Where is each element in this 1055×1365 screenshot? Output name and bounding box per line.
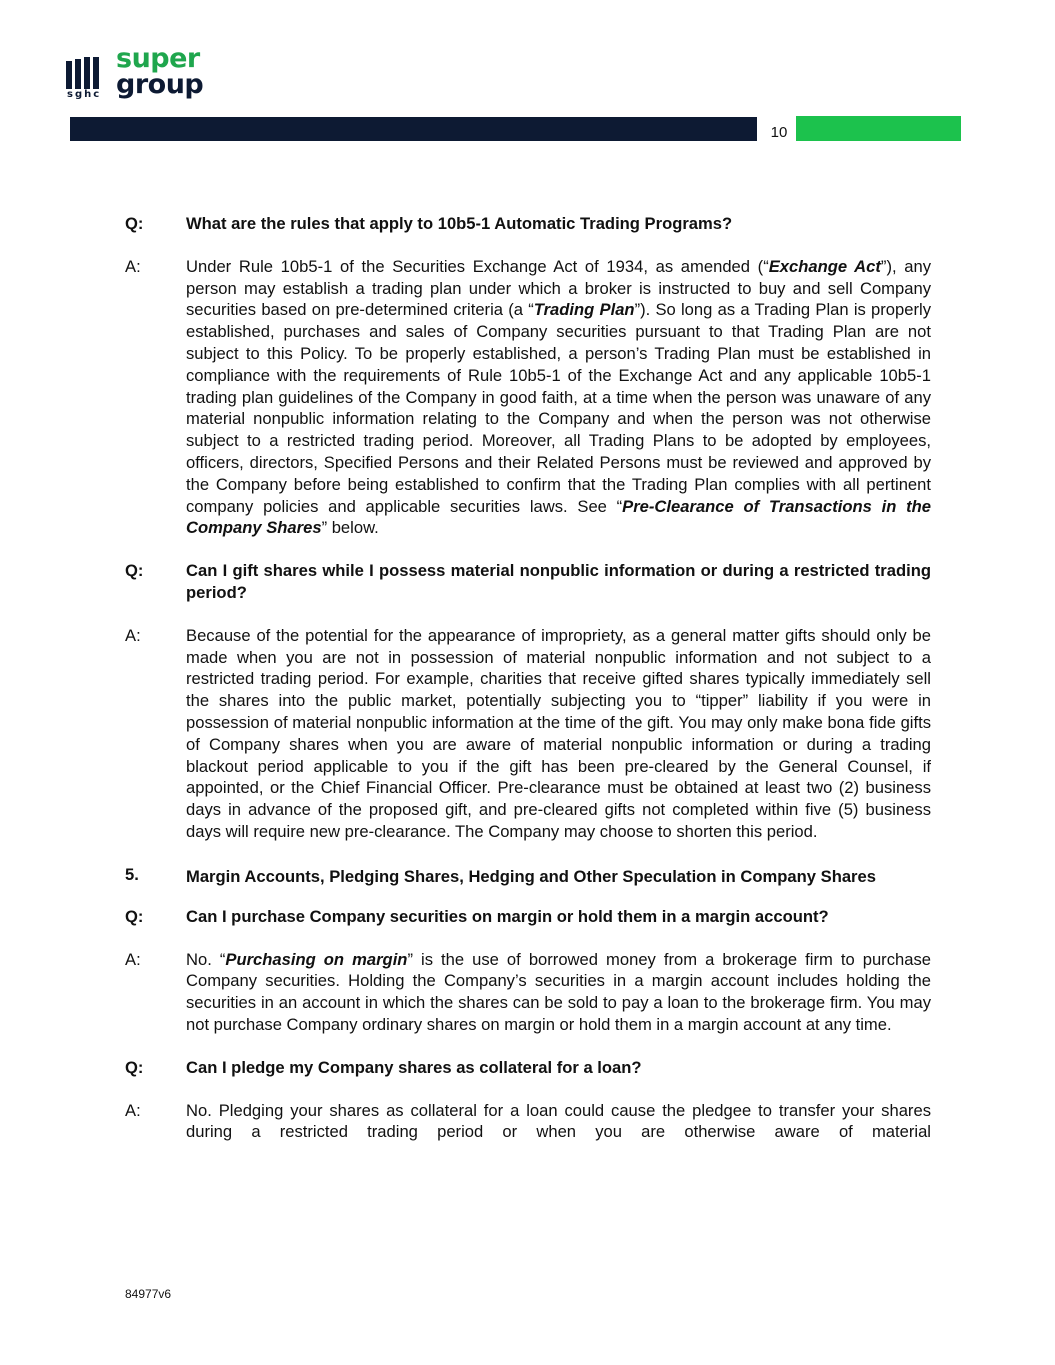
answer-pledge — [125, 1100, 931, 1144]
answer-gift-shares — [125, 625, 931, 843]
logo-word-super: super — [116, 43, 200, 74]
answer-text: No. “Purchasing on margin” is the use of borrowed money from a brokerage firm to purchase Company securities. Holding the Company’s securities in a margin account includes holding the securities in an account in which the shares can be sold to pay a loan to the brokerage firm. You may not purchase Company ordinary shares on margin or hold them in a margin account at any time. — [186, 949, 931, 1034]
question-10b5-1 — [125, 213, 931, 235]
logo-word-group: group — [116, 69, 204, 100]
answer-label: A: — [125, 625, 141, 645]
question-text: What are the rules that apply to 10b5-1 Automatic Trading Programs? — [186, 214, 733, 233]
answer-text: Under Rule 10b5-1 of the Securities Exchange Act of 1934, as amended (“Exchange Act”), any person may establish a trading plan under which a broker is instructed to buy and sell Company securities based on pre-determined criteria (a “Trading Plan”). So long as a Trading Plan is properly established, purchases and sales of Company securities pursuant to that Trading Plan are not subject to this Policy. To be properly established, a person’s Trading Plan must be established in compliance with the requirements of Rule 10b5-1 of the Exchange Act and any applicable 10b5-1 trading plan guidelines of the Company in good faith, at a time when the person was unaware of any material nonpublic information relating to the Company and when the person was not otherwise subject to a restricted trading period. Moreover, all Trading Plans to be adopted by employees, officers, directors, Specified Persons and their Related Persons must be reviewed and approved by the Company before being established to confirm that the Trading Plan complies with all pertinent company policies and applicable securities laws. See “Pre-Clearance of Transactions in the Company Shares” below. — [186, 256, 932, 538]
defined-term-trading-plan: Trading Plan — [533, 300, 635, 320]
defined-term-exchange-act: Exchange Act — [768, 256, 881, 276]
header-bar-dark — [70, 117, 757, 141]
question-label: Q: — [125, 214, 144, 233]
page-number: 10 — [770, 124, 788, 141]
answer-text: No. Pledging your shares as collateral for a loan could cause the pledgee to transfer your shares during a restricted trading period or when you are otherwise aware of material — [186, 1100, 931, 1142]
defined-term-purchasing-on-margin: Purchasing on margin — [225, 949, 408, 969]
question-text: Can I pledge my Company shares as collateral for a loan? — [186, 1057, 642, 1077]
question-label: Q: — [125, 1057, 144, 1077]
question-margin — [125, 906, 931, 928]
answer-label: A: — [125, 256, 141, 276]
answer-text: Because of the potential for the appearance of impropriety, as a general matter gifts should only be made when you are not in possession of material nonpublic information and not subject to a restricted trading period. For example, charities that receive gifted shares typically immediately sell the shares into the public market, potentially subjecting you to “tipper” liability if you were in possession of material nonpublic information at the time of the gift. You may only make bona fide gifts of Company shares when you are aware of material nonpublic information or during a trading blackout period applicable to you if the gift has been pre-cleared by the General Counsel, if appointed, or the Chief Financial Officer. Pre-clearance must be obtained at least two (2) business days in advance of the proposed gift, and pre-cleared gifts not completed within five (5) business days will require new pre-clearance. The Company may choose to shorten this period. — [186, 625, 931, 841]
question-text: Can I gift shares while I possess material nonpublic information or during a restricted trading period? — [186, 561, 931, 602]
document-id: 84977v6 — [125, 1287, 172, 1301]
answer-10b5-1 — [125, 256, 931, 539]
document-body — [125, 213, 931, 1143]
section-number: 5. — [125, 864, 139, 884]
logo-bars-icon — [66, 57, 106, 89]
logo-mark-text: sghc — [67, 89, 102, 100]
section-title: Margin Accounts, Pledging Shares, Hedging and Other Speculation in Company Shares — [186, 866, 876, 886]
question-label: Q: — [125, 906, 144, 926]
header-bar-green — [796, 116, 961, 141]
company-logo — [66, 43, 226, 102]
answer-label: A: — [125, 949, 141, 969]
answer-margin — [125, 949, 931, 1036]
section-heading-5 — [125, 864, 931, 890]
question-label: Q: — [125, 561, 144, 581]
cross-reference-pre-clearance: Pre-Clearance of Transactions in the Company Shares — [186, 496, 931, 538]
answer-label: A: — [125, 1100, 141, 1120]
question-gift-shares — [125, 560, 931, 604]
question-pledge — [125, 1057, 931, 1079]
question-text: Can I purchase Company securities on margin or hold them in a margin account? — [186, 906, 829, 926]
